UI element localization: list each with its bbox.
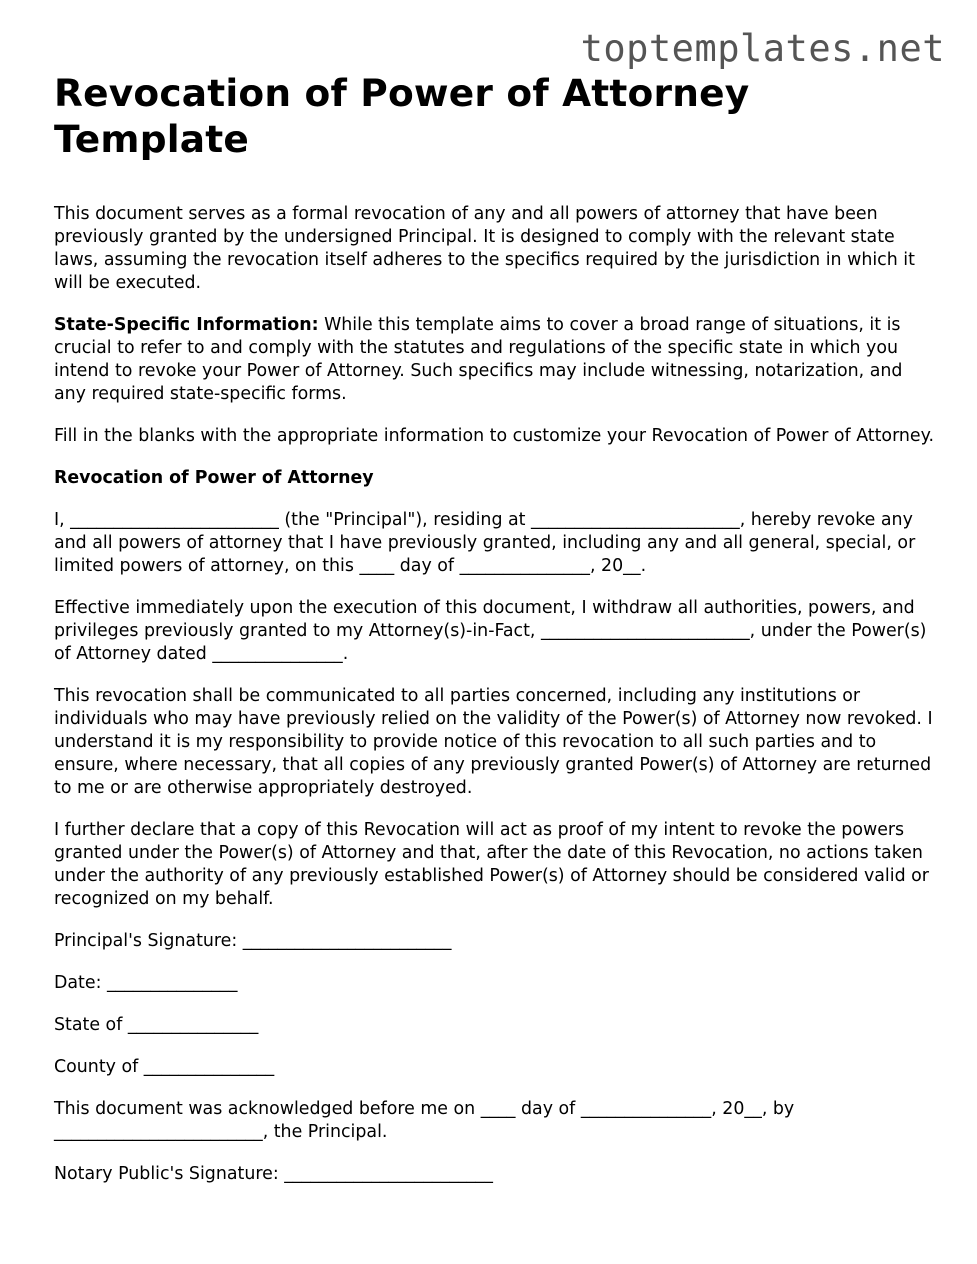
revocation-statement: I, ________________________ (the "Principal"), residing at ________________________, hereby revoke any and all powers of attorney that I have previously granted, including any and all general, special, or limited powers of attorney, on this ____ day of _______________, 20__. xyxy=(54,510,916,576)
declaration-statement: I further declare that a copy of this Revocation will act as proof of my intent to revoke the powers granted under the Power(s) of Attorney and that, after the date of this Revocation, no actions taken under the authority of any previously established Power(s) of Attorney should be considered valid or recognized on my behalf. xyxy=(54,820,929,909)
principal-signature-line: Principal's Signature: ________________________ xyxy=(54,931,452,951)
communication-statement: This revocation shall be communicated to all parties concerned, including any institutions or individuals who may have previously relied on the validity of the Power(s) of Attorney now revoked. I understand it is my responsibility to provide notice of this revocation to all such parties and to ensure, where necessary, that all copies of any previously granted Power(s) of Attorney are returned to me or are otherwise appropriately destroyed. xyxy=(54,686,933,798)
fill-instruction: Fill in the blanks with the appropriate information to customize your Revocation of Power of Attorney. xyxy=(54,426,934,446)
title-line-1: Revocation of Power of Attorney xyxy=(54,71,750,115)
state-line: State of _______________ xyxy=(54,1015,259,1035)
acknowledgment-statement: This document was acknowledged before me on ____ day of _______________, 20__, by ________________________, the Principal. xyxy=(54,1099,795,1142)
effective-statement: Effective immediately upon the execution of this document, I withdraw all authorities, powers, and privileges previously granted to my Attorney(s)-in-Fact, ________________________, under the Power(s) of Attorney dated _______________. xyxy=(54,598,927,664)
document-title xyxy=(54,70,934,162)
watermark-logo: toptemplates.net xyxy=(580,27,945,70)
state-specific-paragraph xyxy=(54,314,934,406)
intro-paragraph: This document serves as a formal revocation of any and all powers of attorney that have been previously granted by the undersigned Principal. It is designed to comply with the relevant state laws, assuming the revocation itself adheres to the specifics required by the jurisdiction in which it will be executed. xyxy=(54,204,915,293)
section-heading: Revocation of Power of Attorney xyxy=(54,468,374,488)
state-specific-label: State-Specific Information: xyxy=(54,315,319,335)
title-line-2: Template xyxy=(54,117,250,161)
date-line: Date: _______________ xyxy=(54,973,238,993)
document-page xyxy=(54,70,934,1186)
notary-signature-line: Notary Public's Signature: ________________________ xyxy=(54,1164,493,1184)
county-line: County of _______________ xyxy=(54,1057,275,1077)
state-specific-text: While this template aims to cover a broad range of situations, it is crucial to refer to and comply with the statutes and regulations of the specific state in which you intend to revoke your Power of Attorney. Such specifics may include witnessing, notarization, and any required state-specific forms. xyxy=(54,315,903,404)
